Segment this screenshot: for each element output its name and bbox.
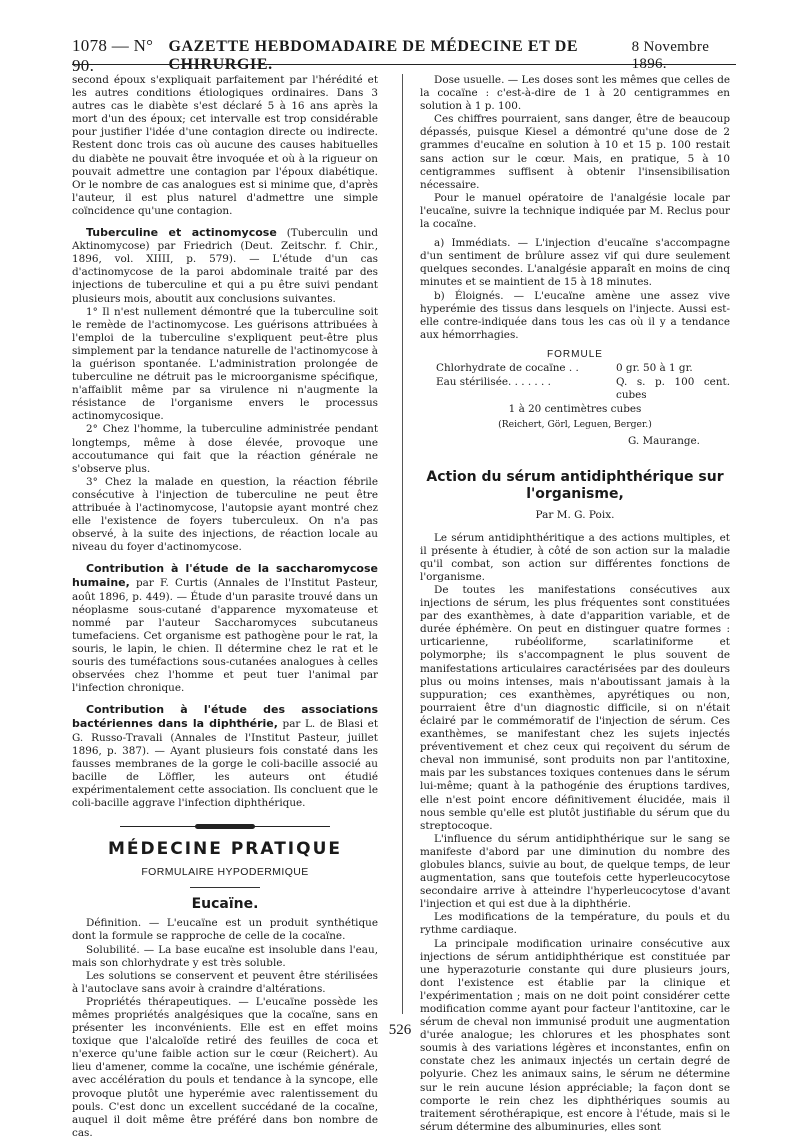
paragraph: La principale modification urinaire consécutive aux injections de sérum antidiphthérique est constituée par une hyperazoturie constante qui dure plusieurs jours, dont l'existence est établie par la clinique et l'expérimentation ; mais on ne doit point considérer cette modification comme ayant pour facteur l'antitoxine, car le sérum de cheval non immunisé produit une augmentation d'urée analogue; les chlorures et les phosphates sont soumis à des variations légères et inconstantes, enfin on constate chez les animaux injectés un certain degré de polyurie. Chez les animaux sains, le sérum ne détermine sur le rein aucune lésion appréciable; la façon dont se comporte le rein chez les diphthériques soumis au traitement sérothérapique, est encore à l'étude, mais si le sérum détermine des albuminuries, elles sont xyxy=(420,937,730,1133)
paragraph: par F. Curtis (Annales de l'Institut Pasteur, août 1896, p. 449). — Étude d'un parasite trouvé dans un néoplasme sous-cutané d'apparence myxomateuse et nommé par l'auteur Saccharomyces subcutaneus tumefaciens. Cet organisme est pathogène pour le rat, la souris, le lapin, le chien. Il détermine chez le rat et le souris des tuméfactions sous-cutanées analogues à celles observées chez l'homme et peut tuer l'animal par l'infection chronique. xyxy=(72,577,378,695)
paragraph: Pour le manuel opératoire de l'analgésie locale par l'eucaïne, suivre la technique indiquée par M. Reclus pour la cocaïne. xyxy=(420,191,730,231)
paragraph: L'influence du sérum antidiphthérique sur le sang se manifeste d'abord par une diminution du nombre des globules blancs, suivie au bout, de quelque temps, de leur augmentation, sans que toutefois cette hyperleucocytose secondaire arrive à atteindre l'hyperleucocytose d'avant l'injection et qui est due à la diphthérie. xyxy=(420,832,730,911)
left-column xyxy=(72,74,378,1139)
ornament-divider xyxy=(120,824,330,829)
formula-ingredient: Eau stérilisée. . . . . . . xyxy=(436,376,551,389)
header-rule xyxy=(72,64,736,65)
formula-row xyxy=(420,376,730,402)
page-number: 526 xyxy=(388,1022,412,1038)
section-heading: MÉDECINE PRATIQUE xyxy=(108,839,342,860)
right-column xyxy=(420,74,730,1133)
paragraph: par L. de Blasi et G. Russo-Travali (Annales de l'Institut Pasteur, juillet 1896, p. 387). — Ayant plusieurs fois constaté dans les fausses membranes de la gorge le coli-bacille associé au bacille de Löffler, les auteurs ont étudié expérimentalement cette association. Ils concluent que le coli-bacille aggrave l'infection diphthérique. xyxy=(72,718,378,809)
paragraph: De toutes les manifestations consécutives aux injections de sérum, les plus fréquentes sont constituées par des exanthèmes, à date d'apparition variable, et de durée éphémère. On peut en distinguer quatre formes : urticarienne, rubéoliforme, scarlatiniforme et polymorphe; ils s'accompagnent le plus souvent de manifestations articulaires caractérisées par des douleurs plus ou moins intenses, mais n'aboutissant jamais à la suppuration; ces exanthèmes, apyrétiques ou non, pourraient être d'un diagnostic difficile, si on n'était éclairé par le commémoratif de l'injection de sérum. Ces exanthèmes, se manifestant chez les sujets injectés préventivement et chez ceux qui reçoivent du sérum de cheval non immunisé, sont produits non par l'antitoxine, mais par les substances toxiques contenues dans le sérum lui-même; quant à la pathogénie des éruptions tardives, elle n'est point encore définitivement élucidée, mais il nous semble qu'elle est plutôt justifiable du sérum que du streptocoque. xyxy=(420,584,730,832)
tuberculine-article xyxy=(72,226,378,306)
section-title: Tuberculine et actinomycose xyxy=(86,226,277,240)
section-title: Contribution à l'étude de la saccharomycose humaine, xyxy=(72,562,378,590)
paragraph: b) Éloignés. — L'eucaïne amène une assez vive hyperémie des tissus dans lesquels on l'injecte. Aussi est-elle contre-indiquée dans tous les cas où il y a tendance aux hémorrhagies. xyxy=(420,289,730,341)
formula-ingredient: Chlorhydrate de cocaïne . . xyxy=(436,361,579,374)
article-title: Action du sérum antidiphthérique sur l'organisme, xyxy=(426,468,724,502)
paragraph: 2° Chez l'homme, la tuberculine administrée pendant longtemps, même à dose élevée, provoque une accoutumance qui fait que la réaction générale ne s'observe plus. xyxy=(72,423,378,475)
paragraph: Solubilité. — La base eucaïne est insoluble dans l'eau, mais son chlorhydrate y est très soluble. xyxy=(72,943,378,969)
paragraph: Définition. — L'eucaïne est un produit synthétique dont la formule se rapproche de celle de la cocaïne. xyxy=(72,917,378,943)
formula-quantity: Q. s. p. 100 cent. cubes xyxy=(616,376,730,402)
paragraph: Les modifications de la température, du pouls et du rythme cardiaque. xyxy=(420,911,730,937)
formula-row xyxy=(420,362,730,375)
divider xyxy=(190,887,260,888)
byline: Par M. G. Poix. xyxy=(535,508,615,521)
paragraph: second époux s'expliquait parfaitement par l'hérédité et les autres conditions étiologiques ordinaires. Dans 3 autres cas le diabète s'est déclaré 5 à 16 ans après la mort d'un des époux; cet intervalle est trop considérable pour justifier l'idée d'une contagion directe ou indirecte. Restent donc trois cas où aucune des causes habituelles du diabète ne pouvait être invoquée et où à la rigueur on pouvait admettre une contagion par l'époux diabétique. Or le nombre de cas analogues est si minime que, d'après l'auteur, il est plus naturel d'admettre une simple coïncidence qu'une contagion. xyxy=(72,74,378,217)
subsection-heading: FORMULAIRE HYPODERMIQUE xyxy=(141,866,309,879)
paragraph: Les solutions se conservent et peuvent être stérilisées à l'autoclave sans avoir à craindre d'altérations. xyxy=(72,969,378,995)
section-title: Contribution à l'étude des associations bactériennes dans la diphthérie, xyxy=(72,703,378,731)
running-header xyxy=(72,36,736,75)
author-signature: G. Maurange. xyxy=(627,435,700,448)
paragraph: 1° Il n'est nullement démontré que la tuberculine soit le remède de l'actinomycose. Les guérisons attribuées à l'emploi de la tuberculine s'expliquent peut-être plus simplement par la tendance naturelle de l'actinomycose à la guérison spontanée. L'administration prolongée de tuberculine ne détruit pas le microorganisme spécifique, n'affaiblit même par sa virulence ni n'augmente la résistance de l'organisme envers le processus actinomycosique. xyxy=(72,305,378,423)
issue-date: 8 Novembre 1896. xyxy=(631,39,710,72)
drug-title: Eucaïne. xyxy=(191,896,259,913)
paragraph: Ces chiffres pourraient, sans danger, être de beaucoup dépassés, puisque Kiesel a démontré qu'une dose de 2 grammes d'eucaïne en solution à 10 et 15 p. 100 restait sans action sur le cœur. Mais, en pratique, 5 à 10 centigrammes suffisent à obtenir l'insensibilisation nécessaire. xyxy=(420,113,730,191)
formula-authors: (Reichert, Görl, Leguen, Berger.) xyxy=(498,419,652,431)
paragraph: 3° Chez la malade en question, la réaction fébrile consécutive à l'injection de tuberculine ne peut être attribuée à l'actinomycose, l'autopsie ayant montré chez elle l'existence de foyers tuberculeux. On n'a pas observé, à la suite des injections, de réaction locale au niveau du foyer d'actinomycose. xyxy=(72,475,378,554)
saccharomycose-article xyxy=(72,562,378,695)
paragraph: Le sérum antidiphthéritique a des actions multiples, et il présente à étudier, à côté de son action sur la maladie qu'il combat, son action sur différentes fonctions de l'organisme. xyxy=(420,531,730,583)
paragraph: a) Immédiats. — L'injection d'eucaïne s'accompagne d'un sentiment de brûlure assez vif qui dure seulement quelques secondes. L'analgésie apparaît en moins de cinq minutes et se maintient de 15 à 18 minutes. xyxy=(420,237,730,289)
paragraph: Propriétés thérapeutiques. — L'eucaïne possède les mêmes propriétés analgésiques que la cocaïne, sans en présenter les inconvénients. Elle est en effet moins toxique que l'alcaloïde retiré des feuilles de coca et n'exerce qu'une faible action sur le cœur (Reichert). Au lieu d'amener, comme la cocaïne, une ischémie générale, avec accélération du pouls et tendance à la syncope, elle provoque plutôt une hyperémie avec ralentissement du pouls. C'est donc un excellent succédané de la cocaïne, auquel il doit même être préféré dans bon nombre de cas. xyxy=(72,995,378,1139)
column-divider xyxy=(402,74,403,1014)
journal-title: GAZETTE HEBDOMADAIRE DE MÉDECINE ET DE CHIRURGIE. xyxy=(168,38,579,73)
associations-article xyxy=(72,703,378,810)
page-left-label: 1078 — N° 90. xyxy=(72,36,154,75)
formula-dose: 1 à 20 centimètres cubes xyxy=(508,403,642,416)
paragraph: (Tuberculin und Aktinomycose) par Friedrich (Deut. Zeitschr. f. Chir., 1896, vol. XIIII, p. 579). — L'étude d'un cas d'actinomycose de la paroi abdominale traité par des injections de tuberculine et qui a pu être suivi pendant plusieurs mois, aboutit aux conclusions suivantes. xyxy=(72,227,378,305)
formula-heading: FORMULE xyxy=(547,348,603,360)
paragraph: Dose usuelle. — Les doses sont les mêmes que celles de la cocaïne : c'est-à-dire de 1 à 20 centigrammes en solution à 1 p. 100. xyxy=(420,74,730,113)
formula-quantity: 0 gr. 50 à 1 gr. xyxy=(616,361,693,374)
